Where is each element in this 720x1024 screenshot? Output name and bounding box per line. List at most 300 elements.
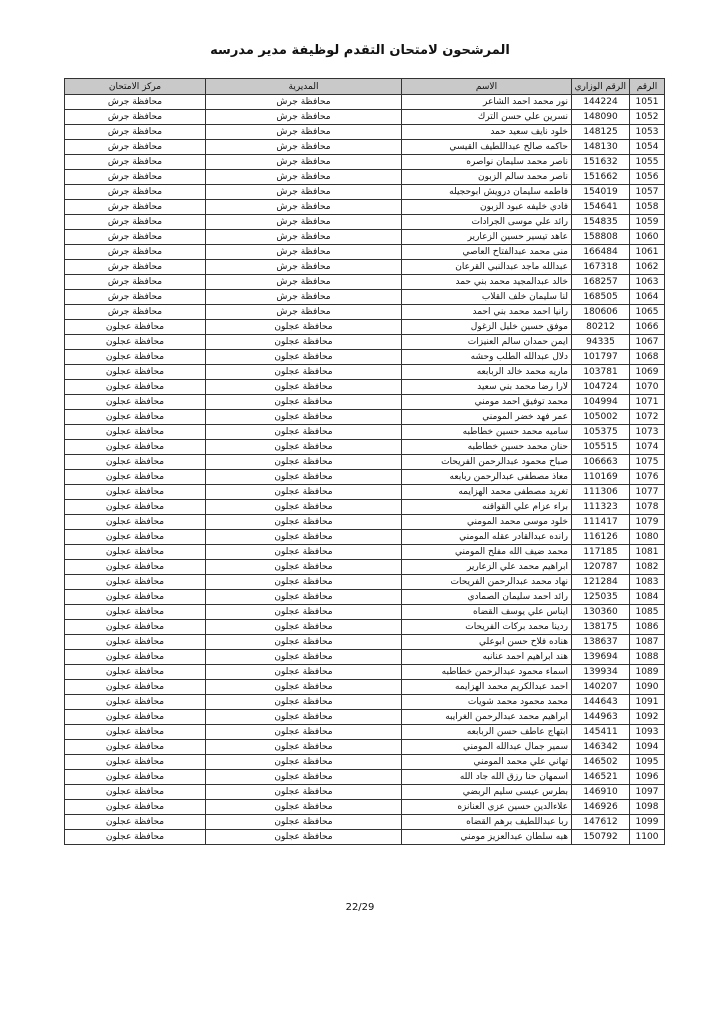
cell-name: هند ابراهيم احمد عنانبه	[402, 650, 572, 665]
cell-number: 1053	[630, 125, 665, 140]
cell-name: نسرين علي حسن الترك	[402, 110, 572, 125]
cell-national-id: 80212	[572, 320, 630, 335]
table-row	[65, 440, 665, 455]
cell-name: محمد ضيف الله مفلح المومني	[402, 545, 572, 560]
cell-exam-center: محافظة عجلون	[65, 485, 206, 500]
cell-number: 1054	[630, 140, 665, 155]
cell-national-id: 146521	[572, 770, 630, 785]
cell-national-id: 180606	[572, 305, 630, 320]
table-row	[65, 515, 665, 530]
cell-national-id: 151662	[572, 170, 630, 185]
cell-number: 1078	[630, 500, 665, 515]
cell-name: لارا رضا محمد بني سعيد	[402, 380, 572, 395]
cell-name: ابراهيم محمد علي الزعارير	[402, 560, 572, 575]
cell-directorate: محافظة عجلون	[206, 500, 402, 515]
cell-number: 1063	[630, 275, 665, 290]
table-header	[65, 79, 665, 95]
cell-national-id: 139694	[572, 650, 630, 665]
cell-number: 1094	[630, 740, 665, 755]
header-number: الرقم	[630, 79, 665, 95]
cell-name: خالد عبدالمجيد محمد بني حمد	[402, 275, 572, 290]
table-row	[65, 605, 665, 620]
cell-directorate: محافظة عجلون	[206, 695, 402, 710]
cell-directorate: محافظة عجلون	[206, 800, 402, 815]
cell-directorate: محافظة عجلون	[206, 635, 402, 650]
header-exam-center: مركز الامتحان	[65, 79, 206, 95]
cell-directorate: محافظة جرش	[206, 215, 402, 230]
table-row	[65, 230, 665, 245]
cell-national-id: 138175	[572, 620, 630, 635]
cell-national-id: 144643	[572, 695, 630, 710]
table-row	[65, 245, 665, 260]
cell-name: عاهد تيسير حسين الزعارير	[402, 230, 572, 245]
cell-national-id: 168257	[572, 275, 630, 290]
candidates-table	[64, 78, 665, 845]
cell-name: علاءالدين حسين عزي العنانزه	[402, 800, 572, 815]
cell-name: احمد عبدالكريم محمد الهزايمه	[402, 680, 572, 695]
cell-national-id: 125035	[572, 590, 630, 605]
cell-name: ناصر محمد سليمان نواصره	[402, 155, 572, 170]
cell-national-id: 94335	[572, 335, 630, 350]
cell-national-id: 166484	[572, 245, 630, 260]
cell-exam-center: محافظة عجلون	[65, 695, 206, 710]
cell-name: فاطمه سليمان درويش ابوحجيله	[402, 185, 572, 200]
cell-exam-center: محافظة عجلون	[65, 785, 206, 800]
table-row	[65, 215, 665, 230]
cell-national-id: 146342	[572, 740, 630, 755]
cell-directorate: محافظة جرش	[206, 170, 402, 185]
table-row	[65, 425, 665, 440]
cell-directorate: محافظة جرش	[206, 155, 402, 170]
table-row	[65, 260, 665, 275]
table-row	[65, 140, 665, 155]
cell-name: منى محمد عبدالفتاح العاصي	[402, 245, 572, 260]
cell-number: 1089	[630, 665, 665, 680]
table-row	[65, 200, 665, 215]
cell-exam-center: محافظة عجلون	[65, 740, 206, 755]
cell-exam-center: محافظة عجلون	[65, 395, 206, 410]
cell-directorate: محافظة جرش	[206, 185, 402, 200]
cell-national-id: 103781	[572, 365, 630, 380]
cell-directorate: محافظة عجلون	[206, 485, 402, 500]
cell-directorate: محافظة عجلون	[206, 395, 402, 410]
table-row	[65, 350, 665, 365]
cell-name: اسمهان حنا رزق الله جاد الله	[402, 770, 572, 785]
cell-national-id: 106663	[572, 455, 630, 470]
table-row	[65, 710, 665, 725]
table-row	[65, 125, 665, 140]
cell-directorate: محافظة عجلون	[206, 680, 402, 695]
cell-number: 1098	[630, 800, 665, 815]
cell-name: هبه سلطان عبدالعزيز مومني	[402, 830, 572, 845]
cell-name: بطرس عيسى سليم الربضي	[402, 785, 572, 800]
cell-directorate: محافظة عجلون	[206, 425, 402, 440]
cell-exam-center: محافظة عجلون	[65, 425, 206, 440]
cell-exam-center: محافظة جرش	[65, 110, 206, 125]
cell-number: 1093	[630, 725, 665, 740]
cell-directorate: محافظة جرش	[206, 125, 402, 140]
cell-exam-center: محافظة عجلون	[65, 605, 206, 620]
cell-name: خلود موسى محمد المومني	[402, 515, 572, 530]
cell-exam-center: محافظة عجلون	[65, 770, 206, 785]
cell-directorate: محافظة عجلون	[206, 815, 402, 830]
cell-number: 1086	[630, 620, 665, 635]
cell-name: ربا عبداللطيف برهم القضاه	[402, 815, 572, 830]
table-row	[65, 695, 665, 710]
cell-exam-center: محافظة عجلون	[65, 755, 206, 770]
cell-directorate: محافظة جرش	[206, 230, 402, 245]
cell-exam-center: محافظة عجلون	[65, 455, 206, 470]
cell-national-id: 121284	[572, 575, 630, 590]
cell-exam-center: محافظة عجلون	[65, 620, 206, 635]
cell-exam-center: محافظة عجلون	[65, 320, 206, 335]
cell-national-id: 148090	[572, 110, 630, 125]
cell-exam-center: محافظة جرش	[65, 125, 206, 140]
cell-directorate: محافظة جرش	[206, 95, 402, 110]
cell-exam-center: محافظة عجلون	[65, 665, 206, 680]
cell-national-id: 104724	[572, 380, 630, 395]
table-row	[65, 635, 665, 650]
table-row	[65, 395, 665, 410]
candidates-table-container	[64, 78, 664, 845]
cell-national-id: 154835	[572, 215, 630, 230]
header-national-id: الرقم الوزاري	[572, 79, 630, 95]
table-row	[65, 170, 665, 185]
cell-national-id: 146502	[572, 755, 630, 770]
cell-directorate: محافظة عجلون	[206, 575, 402, 590]
cell-exam-center: محافظة عجلون	[65, 500, 206, 515]
cell-number: 1069	[630, 365, 665, 380]
cell-name: صباح محمود عبدالرحمن الفريحات	[402, 455, 572, 470]
table-row	[65, 335, 665, 350]
cell-name: ناصر محمد سالم الزبون	[402, 170, 572, 185]
cell-number: 1074	[630, 440, 665, 455]
cell-name: ابراهيم محمد عبدالرحمن الغرايبه	[402, 710, 572, 725]
cell-number: 1072	[630, 410, 665, 425]
cell-number: 1081	[630, 545, 665, 560]
cell-name: هناده فلاح حسن ابوعلي	[402, 635, 572, 650]
table-row	[65, 320, 665, 335]
cell-name: تغريد مصطفى محمد الهزايمه	[402, 485, 572, 500]
cell-national-id: 151632	[572, 155, 630, 170]
cell-name: حنان محمد حسين خطاطبه	[402, 440, 572, 455]
cell-number: 1060	[630, 230, 665, 245]
table-row	[65, 410, 665, 425]
cell-directorate: محافظة عجلون	[206, 740, 402, 755]
cell-number: 1100	[630, 830, 665, 845]
cell-directorate: محافظة عجلون	[206, 530, 402, 545]
table-row	[65, 575, 665, 590]
cell-name: سمير جمال عبدالله المومني	[402, 740, 572, 755]
cell-name: محمد توفيق احمد مومني	[402, 395, 572, 410]
table-row	[65, 650, 665, 665]
table-row	[65, 815, 665, 830]
cell-exam-center: محافظة جرش	[65, 140, 206, 155]
cell-name: اسماء محمود عبدالرحمن خطاطبه	[402, 665, 572, 680]
table-row	[65, 770, 665, 785]
cell-name: موفق حسين خليل الزغول	[402, 320, 572, 335]
cell-directorate: محافظة جرش	[206, 260, 402, 275]
cell-directorate: محافظة عجلون	[206, 770, 402, 785]
cell-name: دلال عبدالله الطلب وحشه	[402, 350, 572, 365]
cell-number: 1062	[630, 260, 665, 275]
cell-number: 1058	[630, 200, 665, 215]
cell-exam-center: محافظة عجلون	[65, 335, 206, 350]
cell-number: 1056	[630, 170, 665, 185]
cell-national-id: 150792	[572, 830, 630, 845]
table-row	[65, 455, 665, 470]
cell-directorate: محافظة جرش	[206, 305, 402, 320]
cell-directorate: محافظة عجلون	[206, 320, 402, 335]
cell-number: 1075	[630, 455, 665, 470]
cell-exam-center: محافظة عجلون	[65, 410, 206, 425]
cell-exam-center: محافظة جرش	[65, 230, 206, 245]
cell-name: محمد محمود محمد شويات	[402, 695, 572, 710]
cell-directorate: محافظة عجلون	[206, 590, 402, 605]
table-body	[65, 95, 665, 845]
table-row	[65, 485, 665, 500]
cell-directorate: محافظة جرش	[206, 200, 402, 215]
cell-name: براء عزام علي القواقنه	[402, 500, 572, 515]
cell-name: ردينا محمد بركات الفريحات	[402, 620, 572, 635]
cell-national-id: 117185	[572, 545, 630, 560]
cell-number: 1051	[630, 95, 665, 110]
cell-directorate: محافظة عجلون	[206, 470, 402, 485]
cell-exam-center: محافظة عجلون	[65, 725, 206, 740]
cell-exam-center: محافظة عجلون	[65, 530, 206, 545]
cell-number: 1082	[630, 560, 665, 575]
cell-exam-center: محافظة جرش	[65, 170, 206, 185]
cell-exam-center: محافظة جرش	[65, 290, 206, 305]
table-row	[65, 665, 665, 680]
cell-national-id: 101797	[572, 350, 630, 365]
cell-directorate: محافظة عجلون	[206, 830, 402, 845]
cell-number: 1096	[630, 770, 665, 785]
cell-directorate: محافظة عجلون	[206, 545, 402, 560]
cell-directorate: محافظة عجلون	[206, 350, 402, 365]
cell-name: رانيا احمد محمد بني احمد	[402, 305, 572, 320]
cell-exam-center: محافظة عجلون	[65, 575, 206, 590]
cell-name: نور محمد احمد الشاعر	[402, 95, 572, 110]
cell-directorate: محافظة جرش	[206, 275, 402, 290]
cell-directorate: محافظة عجلون	[206, 365, 402, 380]
cell-number: 1090	[630, 680, 665, 695]
cell-national-id: 130360	[572, 605, 630, 620]
cell-name: حاكمه صالح عبداللطيف القيسي	[402, 140, 572, 155]
cell-national-id: 145411	[572, 725, 630, 740]
table-row	[65, 590, 665, 605]
cell-national-id: 116126	[572, 530, 630, 545]
cell-name: رانده عبدالقادر عقله المومني	[402, 530, 572, 545]
table-row	[65, 545, 665, 560]
table-row	[65, 740, 665, 755]
cell-number: 1067	[630, 335, 665, 350]
cell-exam-center: محافظة عجلون	[65, 365, 206, 380]
cell-directorate: محافظة عجلون	[206, 455, 402, 470]
cell-exam-center: محافظة عجلون	[65, 710, 206, 725]
cell-number: 1055	[630, 155, 665, 170]
cell-number: 1066	[630, 320, 665, 335]
cell-name: معاذ مصطفى عبدالرحمن ربابعه	[402, 470, 572, 485]
cell-number: 1059	[630, 215, 665, 230]
cell-number: 1097	[630, 785, 665, 800]
header-directorate: المديرية	[206, 79, 402, 95]
cell-national-id: 111417	[572, 515, 630, 530]
cell-number: 1091	[630, 695, 665, 710]
cell-name: خلود نايف سعيد حمد	[402, 125, 572, 140]
cell-number: 1068	[630, 350, 665, 365]
cell-national-id: 158808	[572, 230, 630, 245]
cell-exam-center: محافظة عجلون	[65, 680, 206, 695]
cell-name: ماريه محمد خالد الربابعه	[402, 365, 572, 380]
cell-exam-center: محافظة عجلون	[65, 470, 206, 485]
cell-name: تهاني علي محمد المومني	[402, 755, 572, 770]
cell-name: عمر فهد خضر المومني	[402, 410, 572, 425]
cell-number: 1076	[630, 470, 665, 485]
cell-directorate: محافظة عجلون	[206, 440, 402, 455]
cell-national-id: 104994	[572, 395, 630, 410]
cell-national-id: 120787	[572, 560, 630, 575]
cell-exam-center: محافظة عجلون	[65, 635, 206, 650]
cell-number: 1083	[630, 575, 665, 590]
table-row	[65, 470, 665, 485]
cell-exam-center: محافظة عجلون	[65, 515, 206, 530]
cell-name: ايمن حمدان سالم العنيزات	[402, 335, 572, 350]
table-row	[65, 560, 665, 575]
table-row	[65, 305, 665, 320]
cell-number: 1080	[630, 530, 665, 545]
cell-directorate: محافظة عجلون	[206, 560, 402, 575]
cell-name: عبدالله ماجد عبدالنبي القرعان	[402, 260, 572, 275]
cell-exam-center: محافظة عجلون	[65, 830, 206, 845]
cell-national-id: 105515	[572, 440, 630, 455]
cell-directorate: محافظة جرش	[206, 245, 402, 260]
table-row	[65, 755, 665, 770]
table-row	[65, 680, 665, 695]
cell-name: ايناس علي يوسف القضاه	[402, 605, 572, 620]
table-row	[65, 830, 665, 845]
table-row	[65, 380, 665, 395]
cell-national-id: 111323	[572, 500, 630, 515]
cell-number: 1095	[630, 755, 665, 770]
cell-exam-center: محافظة عجلون	[65, 590, 206, 605]
cell-national-id: 147612	[572, 815, 630, 830]
cell-national-id: 138637	[572, 635, 630, 650]
cell-national-id: 111306	[572, 485, 630, 500]
cell-directorate: محافظة عجلون	[206, 515, 402, 530]
cell-exam-center: محافظة جرش	[65, 185, 206, 200]
table-row	[65, 725, 665, 740]
header-row	[65, 79, 665, 95]
table-row	[65, 290, 665, 305]
cell-national-id: 144963	[572, 710, 630, 725]
cell-directorate: محافظة جرش	[206, 140, 402, 155]
cell-number: 1084	[630, 590, 665, 605]
cell-name: ابتهاج عاطف حسن الربابعه	[402, 725, 572, 740]
cell-directorate: محافظة عجلون	[206, 410, 402, 425]
cell-directorate: محافظة عجلون	[206, 650, 402, 665]
cell-directorate: محافظة جرش	[206, 110, 402, 125]
cell-directorate: محافظة عجلون	[206, 605, 402, 620]
cell-name: رائد علي موسى الجرادات	[402, 215, 572, 230]
cell-directorate: محافظة عجلون	[206, 785, 402, 800]
cell-national-id: 105375	[572, 425, 630, 440]
cell-directorate: محافظة عجلون	[206, 620, 402, 635]
cell-number: 1064	[630, 290, 665, 305]
cell-directorate: محافظة عجلون	[206, 335, 402, 350]
cell-exam-center: محافظة عجلون	[65, 350, 206, 365]
cell-name: فادي خليفه عبود الزبون	[402, 200, 572, 215]
cell-name: ساميه محمد حسين خطاطبه	[402, 425, 572, 440]
table-row	[65, 800, 665, 815]
cell-national-id: 140207	[572, 680, 630, 695]
cell-exam-center: محافظة عجلون	[65, 440, 206, 455]
cell-exam-center: محافظة عجلون	[65, 380, 206, 395]
cell-number: 1057	[630, 185, 665, 200]
cell-exam-center: محافظة عجلون	[65, 545, 206, 560]
cell-name: رائد احمد سليمان الصمادي	[402, 590, 572, 605]
cell-national-id: 148125	[572, 125, 630, 140]
cell-number: 1052	[630, 110, 665, 125]
cell-national-id: 110169	[572, 470, 630, 485]
cell-exam-center: محافظة عجلون	[65, 800, 206, 815]
cell-directorate: محافظة عجلون	[206, 755, 402, 770]
cell-number: 1065	[630, 305, 665, 320]
table-row	[65, 365, 665, 380]
cell-number: 1079	[630, 515, 665, 530]
cell-exam-center: محافظة جرش	[65, 155, 206, 170]
cell-directorate: محافظة جرش	[206, 290, 402, 305]
table-row	[65, 785, 665, 800]
table-row	[65, 185, 665, 200]
cell-exam-center: محافظة جرش	[65, 215, 206, 230]
cell-number: 1061	[630, 245, 665, 260]
cell-exam-center: محافظة عجلون	[65, 560, 206, 575]
table-row	[65, 275, 665, 290]
cell-national-id: 105002	[572, 410, 630, 425]
table-row	[65, 530, 665, 545]
cell-number: 1099	[630, 815, 665, 830]
cell-national-id: 148130	[572, 140, 630, 155]
cell-national-id: 154641	[572, 200, 630, 215]
page-title: المرشحون لامتحان التقدم لوظيفة مدير مدرسه	[210, 43, 510, 58]
table-row	[65, 155, 665, 170]
cell-number: 1070	[630, 380, 665, 395]
cell-exam-center: محافظة جرش	[65, 275, 206, 290]
cell-number: 1077	[630, 485, 665, 500]
cell-number: 1085	[630, 605, 665, 620]
cell-directorate: محافظة عجلون	[206, 380, 402, 395]
cell-exam-center: محافظة جرش	[65, 260, 206, 275]
cell-national-id: 154019	[572, 185, 630, 200]
cell-directorate: محافظة عجلون	[206, 665, 402, 680]
cell-national-id: 146926	[572, 800, 630, 815]
cell-national-id: 144224	[572, 95, 630, 110]
cell-national-id: 168505	[572, 290, 630, 305]
cell-directorate: محافظة عجلون	[206, 710, 402, 725]
cell-number: 1092	[630, 710, 665, 725]
table-row	[65, 110, 665, 125]
cell-exam-center: محافظة جرش	[65, 245, 206, 260]
cell-number: 1073	[630, 425, 665, 440]
table-row	[65, 95, 665, 110]
cell-exam-center: محافظة جرش	[65, 305, 206, 320]
cell-name: نهاد محمد عبدالرحمن الفريحات	[402, 575, 572, 590]
cell-number: 1071	[630, 395, 665, 410]
cell-national-id: 146910	[572, 785, 630, 800]
cell-national-id: 167318	[572, 260, 630, 275]
header-name: الاسم	[402, 79, 572, 95]
